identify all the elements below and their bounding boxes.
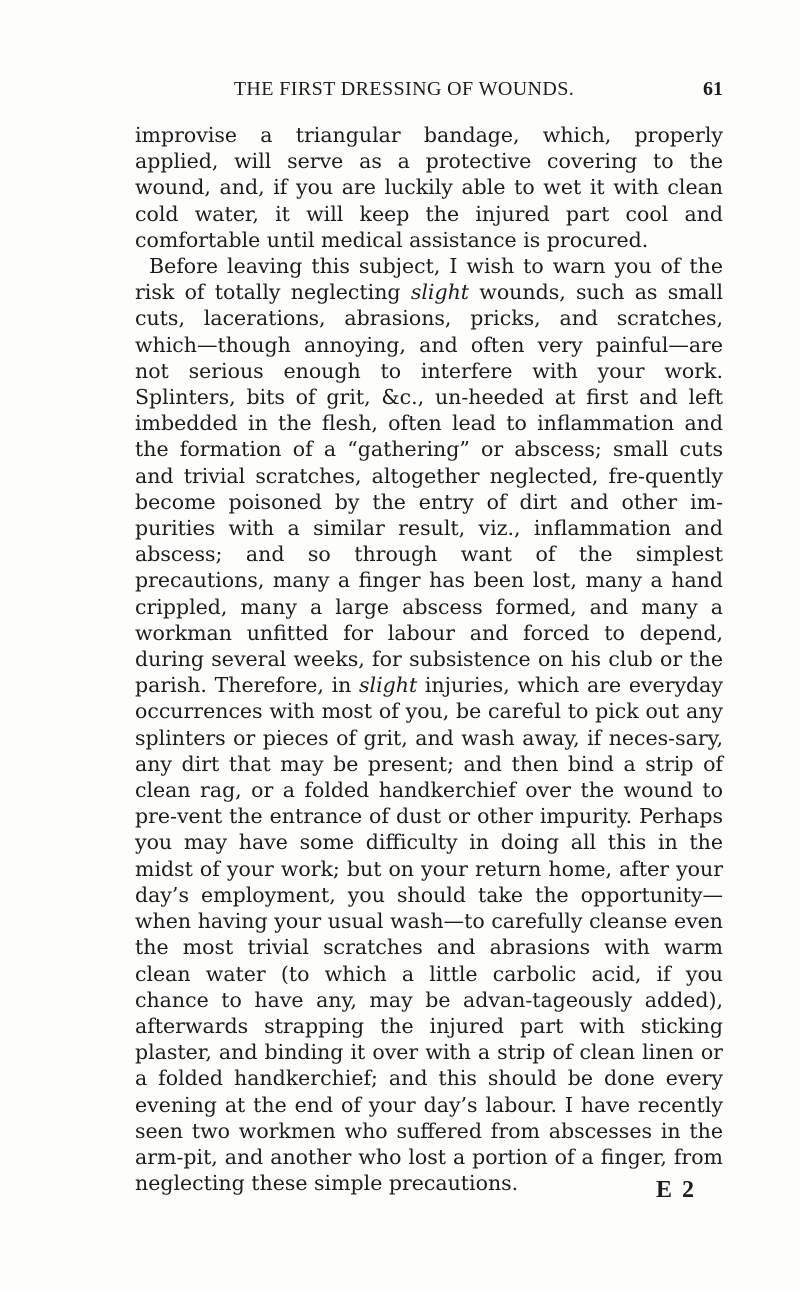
body-text (135, 122, 723, 1196)
signature-mark: E 2 (656, 1177, 697, 1203)
text-run: improvise a triangular bandage, which, properly applied, will serve as a protective covering to the wound, and, if you are luckily able to wet it with clean cold water, it will keep the injured part cool and comfortable until medical assistance is procured. (135, 123, 723, 252)
text-run: Before leaving this subject, I wish to warn you of the risk of totally neglecting (135, 254, 723, 305)
page-number: 61 (703, 78, 723, 100)
paragraph-continuation (135, 122, 723, 253)
running-head (135, 78, 723, 108)
running-title: THE FIRST DRESSING OF WOUNDS. (233, 78, 575, 100)
italic-emphasis: slight (359, 673, 418, 698)
text-run: injuries, which are everyday occurrences with most of you, be careful to pick out any splinters or pieces of grit, and wash away, if neces-sary, any dirt that may be present; and then bind a strip of clean rag, or a folded handkerchief over the wound to pre-vent the entrance of dust or other impurity. Perhaps you may have some difficulty in doing all this in the midst of your work; but on your return home, after your day’s employment, you should take the opportunity—when having your usual wash—to carefully cleanse even the most trivial scratches and abrasions with warm clean water (to which a little carbolic acid, if you chance to have any, may be advan-tageously added), afterwards strapping the injured part with sticking plaster, and binding it over with a strip of clean linen or a folded handkerchief; and this should be done every evening at the end of your day’s labour. I have recently seen two workmen who suffered from abscesses in the arm-pit, and another who lost a portion of a finger, from neglecting these simple precautions. (135, 673, 723, 1196)
text-run: wounds, such as small cuts, lacerations, abrasions, pricks, and scratches, which—though annoying, and often very painful—are not serious enough to interfere with your work. Splinters, bits of grit, &c., un-heeded at first and left imbedded in the flesh, often lead to inflammation and the formation of a “gathering” or abscess; small cuts and trivial scratches, altogether neglected, fre-quently become poisoned by the entry of dirt and other im-purities with a similar result, viz., inflammation and abscess; and so through want of the simplest precautions, many a finger has been lost, many a hand crippled, many a large abscess formed, and many a workman unfitted for labour and forced to depend, during several weeks, for subsistence on his club or the parish. Therefore, in (135, 280, 724, 698)
italic-emphasis: slight (410, 280, 470, 305)
paragraph-slight-wounds (135, 253, 723, 1196)
